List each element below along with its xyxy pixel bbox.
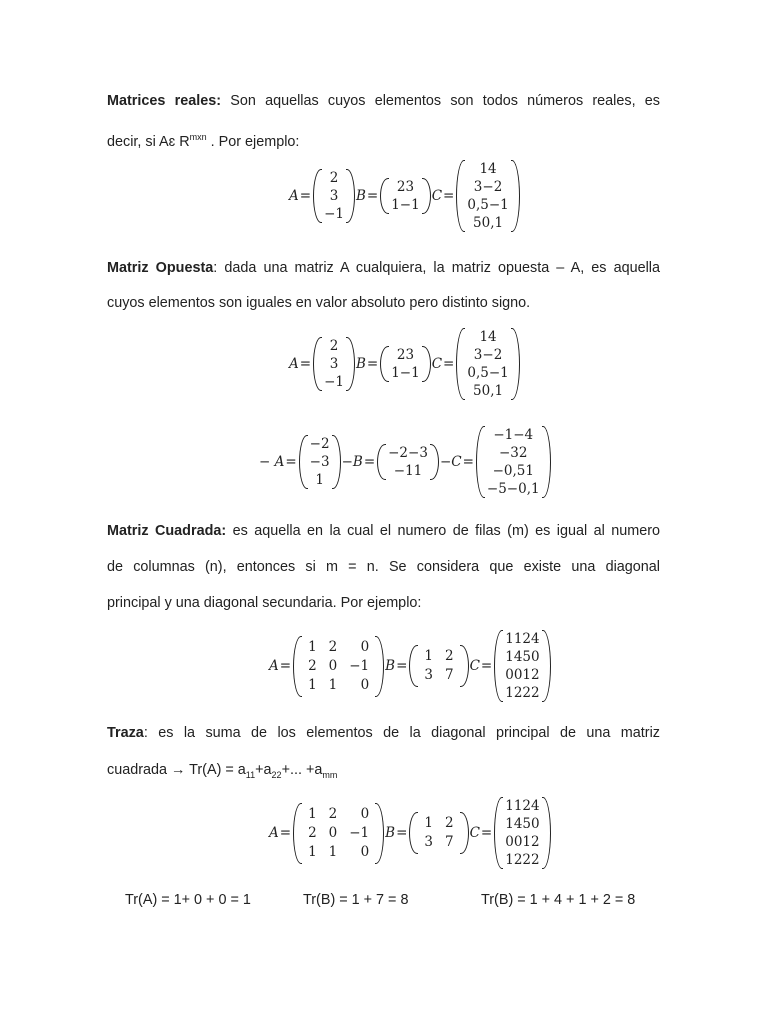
- matrix-cell: −1: [349, 824, 370, 841]
- matrix-cell: 0: [328, 824, 338, 841]
- opuesta-line-1: [107, 258, 660, 278]
- reales-text-2b: R: [175, 133, 190, 150]
- matrix-B: [380, 178, 431, 214]
- reales-text-2a: decir, si A: [107, 133, 169, 150]
- matrix-row: 1: [315, 472, 324, 488]
- traza-plus-1: +a: [255, 762, 272, 778]
- matrix-row: 50,1: [473, 383, 504, 399]
- matrix-C: [494, 630, 550, 702]
- opuesta-title: Matriz Opuesta: [107, 260, 214, 276]
- math-example-reales: [289, 160, 521, 232]
- matrix-cell: 3: [424, 834, 433, 850]
- matrix-row: −2−3: [388, 445, 428, 461]
- matrix-A: [293, 636, 384, 697]
- matrix-row: 14: [479, 161, 497, 177]
- matrix-row: 50,1: [473, 215, 504, 231]
- matrix-row: 3−2: [473, 347, 503, 363]
- matrix-row: −11: [393, 463, 423, 479]
- matrix-cell: 0: [328, 657, 338, 674]
- matrix-A: [313, 337, 355, 391]
- label-B: B: [355, 188, 366, 204]
- traza-text-1: : es la suma de los elementos de la diagonal principal de una matriz: [143, 725, 660, 741]
- matrix-cell: 1: [328, 843, 338, 860]
- matrix-row: 2: [329, 170, 339, 186]
- equals: =: [366, 356, 379, 372]
- equals: =: [480, 825, 493, 841]
- matrix-cell: 0: [360, 638, 370, 655]
- matrix-row: 1450: [505, 816, 540, 832]
- sub-11: 11: [245, 769, 256, 780]
- matrix-row: 1124: [505, 798, 540, 814]
- traza-text-2a: cuadrada → Tr(A) = a: [107, 762, 246, 778]
- matrix-cell: 2: [444, 815, 454, 831]
- matrix-cell: 1: [308, 676, 317, 693]
- matrix-cell: 2: [444, 648, 454, 664]
- matrix-B: [380, 346, 431, 382]
- math-example-cuadrada: [269, 630, 552, 702]
- matrix-cell: 1: [424, 815, 433, 831]
- matrix-cell: 2: [328, 805, 338, 822]
- matrix-cell: 2: [308, 824, 317, 841]
- matrix-row: −5−0,1: [486, 481, 540, 497]
- matrix-cell: 7: [444, 834, 454, 850]
- matrix-row: −1: [324, 206, 344, 222]
- matrix-cell: 2: [308, 657, 317, 674]
- matrix-A: [293, 803, 384, 864]
- matrix-B: [409, 812, 468, 854]
- sub-22: 22: [271, 769, 282, 780]
- equals: =: [279, 825, 292, 841]
- matrix-row: 3: [329, 188, 339, 204]
- matrix-row: −1−4: [493, 427, 534, 443]
- matrix-row: 14: [479, 329, 497, 345]
- equals: =: [396, 825, 408, 841]
- opuesta-text-1: : dada una matriz A cualquiera, la matriz opuesta – A, es aquella: [213, 260, 660, 276]
- traza-line-2: [107, 760, 660, 780]
- label-B: B: [385, 658, 396, 674]
- cuadrada-text-1: es aquella en la cual el numero de filas (m) es igual al numero: [226, 523, 661, 539]
- matrix-cell: 1: [308, 843, 317, 860]
- trace-result-b: Tr(B) = 1 + 7 = 8: [303, 892, 409, 908]
- label-C: C: [431, 356, 443, 372]
- matrix-cell: 0: [360, 676, 370, 693]
- cuadrada-line-1: [107, 521, 660, 541]
- equals: =: [299, 356, 312, 372]
- opuesta-line-2: cuyos elementos son iguales en valor absoluto pero distinto signo.: [107, 295, 531, 311]
- trace-result-c: Tr(B) = 1 + 4 + 1 + 2 = 8: [481, 892, 636, 908]
- matrix-cell: 0: [360, 805, 370, 822]
- traza-line-1: [107, 723, 660, 743]
- label-A: A: [289, 188, 299, 204]
- label-neg-C: −C: [439, 454, 462, 470]
- equals: =: [443, 356, 455, 372]
- matrix-row: 1−1: [391, 365, 420, 381]
- equals: =: [480, 658, 493, 674]
- matrix-cell: −1: [349, 657, 370, 674]
- matrix-row: 1124: [505, 631, 540, 647]
- matrix-row: −0,51: [492, 463, 534, 479]
- matrix-cell: 7: [444, 667, 454, 683]
- reales-title: Matrices reales:: [107, 93, 222, 109]
- traza-title: Traza: [107, 725, 144, 741]
- cuadrada-line-3: principal y una diagonal secundaria. Por ejemplo:: [107, 595, 422, 611]
- label-B: B: [355, 356, 366, 372]
- matrix-row: 0012: [505, 834, 540, 850]
- matrix-row: −1: [324, 374, 344, 390]
- label-C: C: [431, 188, 443, 204]
- matrix-row: 3: [329, 356, 339, 372]
- matrix-A: [313, 169, 355, 223]
- reales-text-2c: . Por ejemplo:: [206, 133, 300, 150]
- matrix-row: 1222: [505, 852, 540, 868]
- matrix-row: −2: [309, 436, 330, 452]
- math-example-negated: [259, 426, 552, 498]
- equals: =: [366, 188, 379, 204]
- label-neg-A: − A: [259, 454, 285, 470]
- matrix-cell: 2: [328, 638, 338, 655]
- matrix-row: −32: [499, 445, 528, 461]
- matrix-C: [456, 328, 519, 400]
- matrix-row: 23: [396, 179, 415, 195]
- matrix-neg-C: [476, 426, 551, 498]
- reales-text-1: Son aquellas cuyos elementos son todos números reales, es: [221, 93, 660, 109]
- matrix-row: 0,5−1: [467, 365, 509, 381]
- equals: =: [279, 658, 292, 674]
- equals: =: [443, 188, 455, 204]
- trace-result-a: Tr(A) = 1+ 0 + 0 = 1: [125, 892, 251, 908]
- math-example-traza: [269, 797, 552, 869]
- epsilon-symbol: ɛ: [168, 133, 176, 150]
- label-A: A: [289, 356, 299, 372]
- label-C: C: [469, 658, 480, 674]
- matrix-row: −3: [309, 454, 330, 470]
- matrix-row: 1−1: [391, 197, 420, 213]
- matrix-row: 23: [396, 347, 415, 363]
- equals: =: [363, 454, 376, 470]
- matrix-cell: 1: [308, 638, 317, 655]
- matrix-neg-A: [299, 435, 341, 489]
- reales-line-2: [107, 127, 660, 150]
- equals: =: [299, 188, 312, 204]
- label-A: A: [269, 825, 279, 841]
- reales-sup-mxn: mxn: [189, 132, 207, 142]
- matrix-row: 1222: [505, 685, 540, 701]
- matrix-row: 0012: [505, 667, 540, 683]
- equals: =: [462, 454, 474, 470]
- label-C: C: [469, 825, 480, 841]
- matrix-cell: 1: [424, 648, 433, 664]
- reales-line-1: [107, 91, 660, 111]
- matrix-cell: 0: [360, 843, 370, 860]
- matrix-C: [456, 160, 519, 232]
- matrix-cell: 3: [424, 667, 433, 683]
- matrix-B: [409, 645, 468, 687]
- label-A: A: [269, 658, 279, 674]
- matrix-neg-B: [377, 444, 439, 480]
- matrix-row: 2: [329, 338, 339, 354]
- label-B: B: [385, 825, 396, 841]
- equals: =: [285, 454, 297, 470]
- label-neg-B: −B: [341, 454, 363, 470]
- equals: =: [396, 658, 408, 674]
- matrix-C: [494, 797, 550, 869]
- matrix-row: 1450: [505, 649, 540, 665]
- cuadrada-title: Matriz Cuadrada:: [107, 523, 227, 539]
- sub-mm: mm: [322, 769, 338, 780]
- matrix-row: 0,5−1: [467, 197, 509, 213]
- matrix-cell: 1: [308, 805, 317, 822]
- traza-plus-2: +... +a: [281, 762, 323, 778]
- matrix-row: 3−2: [473, 179, 503, 195]
- matrix-cell: 1: [328, 676, 338, 693]
- math-example-opuesta: [289, 328, 521, 400]
- cuadrada-line-2: de columnas (n), entonces si m = n. Se considera que existe una diagonal: [107, 559, 660, 575]
